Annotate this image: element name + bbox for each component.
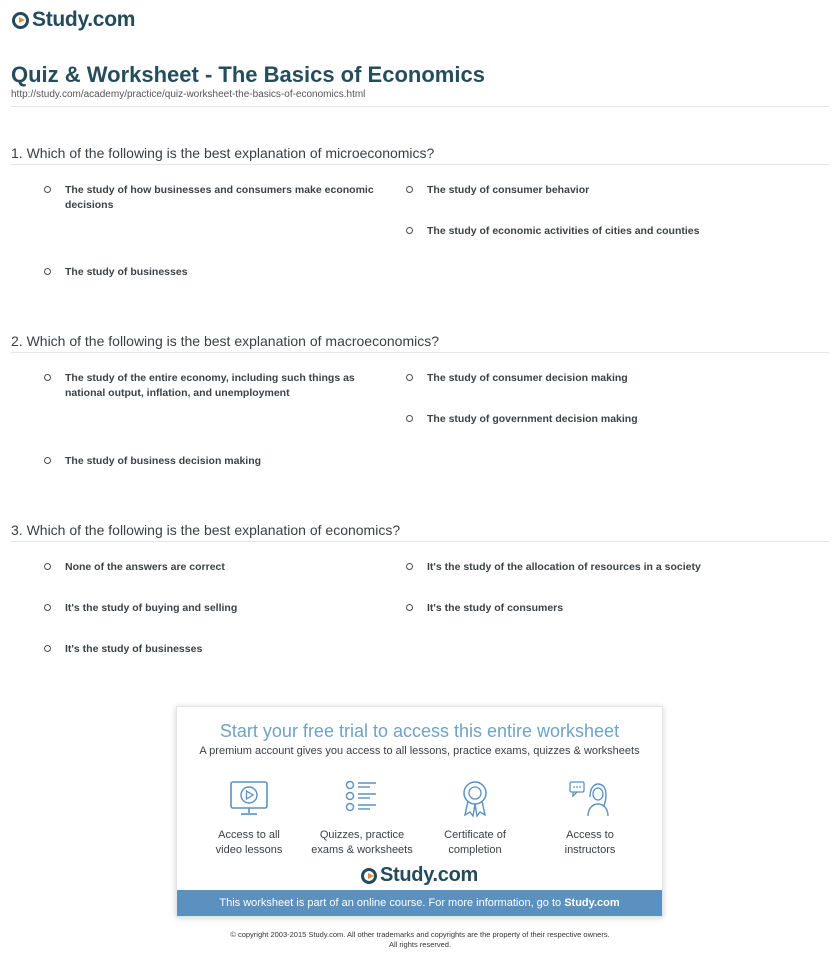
video-lesson-icon [227, 779, 271, 819]
feature-quizzes: Quizzes, practice exams & worksheets [302, 779, 422, 858]
answer-option[interactable]: The study of consumer behavior [406, 183, 806, 198]
answer-option[interactable]: None of the answers are correct [44, 560, 374, 575]
quiz-list-icon [340, 779, 384, 819]
radio-button[interactable] [406, 374, 413, 381]
radio-button[interactable] [44, 457, 51, 464]
page-url: http://study.com/academy/practice/quiz-worksheet-the-basics-of-economics.html [11, 89, 366, 100]
play-circle-icon [12, 12, 29, 29]
logo-text: Study.com [32, 8, 136, 31]
page-title: Quiz & Worksheet - The Basics of Economics [11, 62, 485, 87]
divider [11, 541, 829, 542]
radio-button[interactable] [406, 563, 413, 570]
radio-button[interactable] [44, 374, 51, 381]
radio-button[interactable] [406, 415, 413, 422]
answer-option[interactable]: It's the study of the allocation of resources in a society [406, 560, 806, 575]
radio-button[interactable] [406, 186, 413, 193]
question-1: 1. Which of the following is the best explanation of microeconomics? [11, 145, 435, 161]
answer-option[interactable]: It's the study of businesses [44, 642, 374, 657]
answer-option[interactable]: The study of businesses [44, 265, 374, 280]
answer-option[interactable]: The study of consumer decision making [406, 371, 806, 386]
cta-subtitle: A premium account gives you access to all lessons, practice exams, quizzes & worksheets [199, 745, 640, 757]
radio-button[interactable] [44, 645, 51, 652]
radio-button[interactable] [44, 604, 51, 611]
radio-button[interactable] [44, 186, 51, 193]
answer-option[interactable]: The study of government decision making [406, 412, 806, 427]
divider [11, 106, 829, 107]
answer-option[interactable]: The study of economic activities of cities and counties [406, 224, 806, 239]
answer-option[interactable]: The study of business decision making [44, 454, 374, 469]
study-logo[interactable] [12, 8, 135, 32]
question-2: 2. Which of the following is the best explanation of macroeconomics? [11, 333, 440, 349]
certificate-icon [453, 779, 497, 819]
divider [11, 164, 829, 165]
divider [11, 352, 829, 353]
cta-study-logo[interactable]: Study.com [177, 864, 662, 887]
instructor-icon [568, 779, 612, 819]
radio-button[interactable] [406, 604, 413, 611]
feature-certificate: Certificate of completion [415, 779, 535, 858]
radio-button[interactable] [44, 563, 51, 570]
feature-video-lessons: Access to all video lessons [189, 779, 309, 858]
answer-option[interactable]: It's the study of buying and selling [44, 601, 374, 616]
answer-option[interactable]: It's the study of consumers [406, 601, 806, 616]
question-3: 3. Which of the following is the best explanation of economics? [11, 522, 401, 538]
cta-title[interactable]: Start your free trial to access this entire worksheet [219, 721, 620, 741]
study-link[interactable]: Study.com [564, 897, 620, 909]
free-trial-panel [176, 706, 663, 917]
radio-button[interactable] [44, 268, 51, 275]
radio-button[interactable] [406, 227, 413, 234]
copyright-notice: © copyright 2003-2015 Study.com. All other trademarks and copyrights are the property of their respective owners. All rights reserved. [230, 930, 610, 949]
course-info-bar[interactable]: This worksheet is part of an online course. For more information, go to Study.com [177, 890, 662, 916]
play-circle-icon [361, 868, 377, 884]
answer-option[interactable]: The study of the entire economy, including such things as national output, inflation, and unemployment [44, 371, 374, 401]
feature-instructors: Access to instructors [530, 779, 650, 858]
answer-option[interactable]: The study of how businesses and consumers make economic decisions [44, 183, 374, 213]
